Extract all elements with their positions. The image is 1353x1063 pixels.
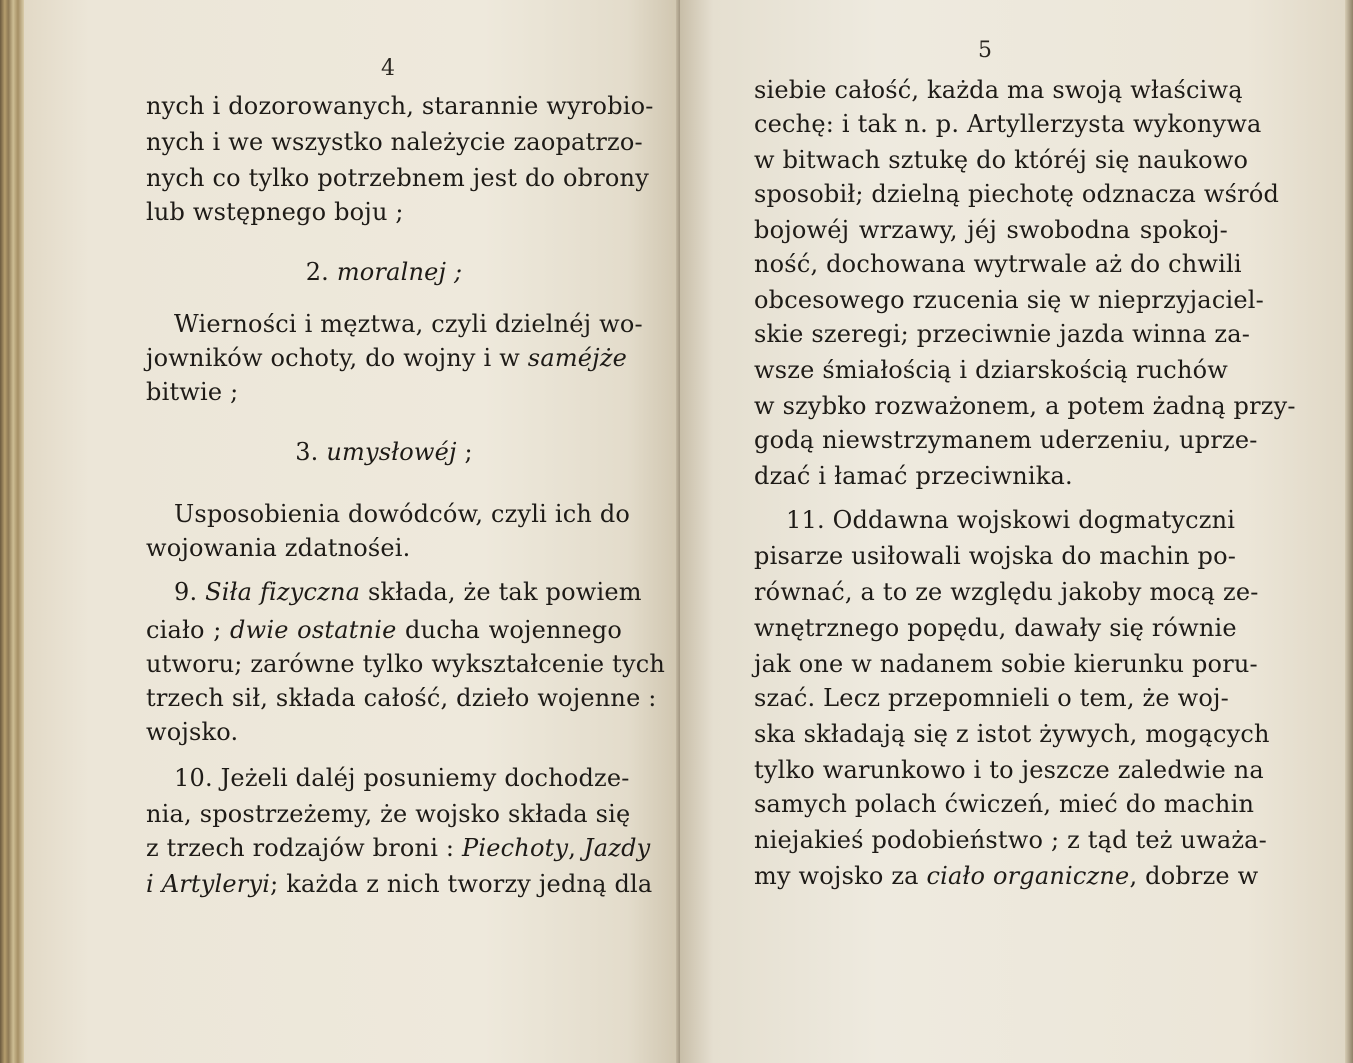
text-line: nych co tylko potrzebnem jest do obrony bbox=[146, 164, 649, 192]
left-page bbox=[24, 0, 680, 1063]
text-line: lub wstępnego boju ; bbox=[146, 198, 404, 226]
text-line: tylko warunkowo i to jeszcze zaledwie na bbox=[754, 756, 1264, 784]
text-line-mixed: 9. Siła fizyczna składa, że tak powiem bbox=[174, 578, 642, 606]
text-line-mixed: ciało ; dwie ostatnie ducha wojennego bbox=[146, 616, 622, 644]
right-page bbox=[680, 0, 1345, 1063]
text-line: wnętrznego popędu, dawały się równie bbox=[754, 614, 1237, 642]
text-line: jak one w nadanem sobie kierunku poru- bbox=[754, 650, 1258, 678]
book-edge-left bbox=[0, 0, 24, 1063]
text-line: niejakieś podobieństwo ; z tąd też uważa- bbox=[754, 826, 1267, 854]
text-line: nych i dozorowanych, starannie wyrobio- bbox=[146, 92, 654, 120]
page-number-left: 4 bbox=[381, 56, 395, 81]
text-line: utworu; zarówne tylko wykształcenie tych bbox=[146, 650, 665, 678]
section-heading: 2. moralnej ; bbox=[305, 258, 463, 286]
page-number-right: 5 bbox=[978, 38, 992, 63]
text-line: cechę: i tak n. p. Artyllerzysta wykonywa bbox=[754, 110, 1262, 138]
text-line: obcesowego rzucenia się w nieprzyjaciel- bbox=[754, 286, 1264, 314]
text-line: bojowéj wrzawy, jéj swobodna spokoj- bbox=[754, 216, 1228, 244]
text-line: siebie całość, każda ma swoją właściwą bbox=[754, 76, 1243, 104]
text-line: wojsko. bbox=[146, 718, 239, 746]
text-line: dzać i łamać przeciwnika. bbox=[754, 462, 1073, 490]
book-edge-right bbox=[1345, 0, 1353, 1063]
section-heading: 3. umysłowéj ; bbox=[295, 438, 473, 466]
text-line: ska składają się z istot żywych, mogących bbox=[754, 720, 1270, 748]
text-line: bitwie ; bbox=[146, 378, 239, 406]
text-line: w bitwach sztukę do któréj się naukowo bbox=[754, 146, 1249, 174]
text-line-mixed: jowników ochoty, do wojny i w saméjże bbox=[146, 344, 628, 372]
text-line: nia, spostrzeżemy, że wojsko składa się bbox=[146, 800, 631, 828]
text-line: wojowania zdatnośei. bbox=[146, 534, 411, 562]
text-line: równać, a to ze względu jakoby mocą ze- bbox=[754, 578, 1259, 606]
text-line: pisarze usiłowali wojska do machin po- bbox=[754, 542, 1237, 570]
text-line: ność, dochowana wytrwale aż do chwili bbox=[754, 250, 1242, 278]
text-line: 11. Oddawna wojskowi dogmatyczni bbox=[786, 506, 1236, 534]
text-line: w szybko rozważonem, a potem żadną przy- bbox=[754, 392, 1296, 420]
text-line: trzech sił, składa całość, dzieło wojenne : bbox=[146, 684, 657, 712]
text-line: wsze śmiałością i dziarskością ruchów bbox=[754, 356, 1228, 384]
text-line: nych i we wszystko należycie zaopatrzo- bbox=[146, 128, 643, 156]
text-line: Usposobienia dowódców, czyli ich do bbox=[174, 500, 631, 528]
text-line: godą niewstrzymanem uderzeniu, uprze- bbox=[754, 426, 1258, 454]
text-line: Wierności i męztwa, czyli dzielnéj wo- bbox=[174, 310, 643, 338]
text-line: samych polach ćwiczeń, mieć do machin bbox=[754, 790, 1255, 818]
text-line: szać. Lecz przepomnieli o tem, że woj- bbox=[754, 684, 1229, 712]
text-line-mixed: z trzech rodzajów broni : Piechoty, Jazdy bbox=[146, 834, 651, 862]
text-line-mixed: my wojsko za ciało organiczne, dobrze w bbox=[754, 862, 1259, 890]
text-line: sposobił; dzielną piechotę odznacza wśród bbox=[754, 180, 1280, 208]
text-line-mixed: i Artyleryi; każda z nich tworzy jedną dla bbox=[146, 870, 653, 898]
text-line: 10. Jeżeli daléj posuniemy dochodze- bbox=[174, 764, 630, 792]
text-line: skie szeregi; przeciwnie jazda winna za- bbox=[754, 320, 1251, 348]
